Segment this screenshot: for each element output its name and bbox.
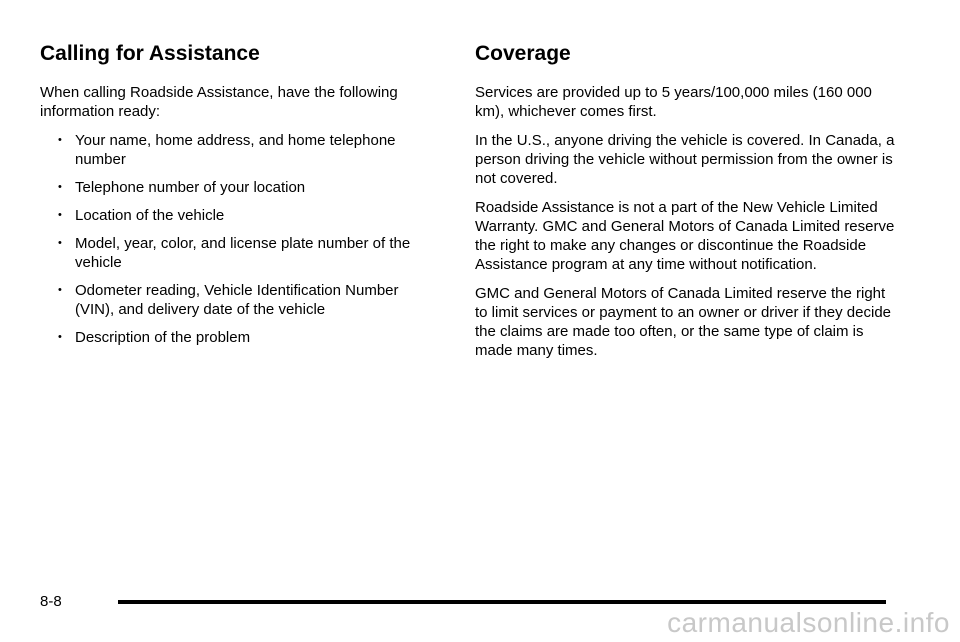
page-number: 8-8 [40, 593, 62, 610]
left-column [40, 42, 440, 356]
coverage-paragraph: GMC and General Motors of Canada Limited reserve the right to limit services or payment to an owner or driver if they decide the claims are made too often, or the same type of claim is made many times. [475, 285, 892, 359]
right-column [475, 42, 895, 370]
bullet-icon: • [58, 181, 62, 193]
list-item-text: Location of the vehicle [75, 207, 225, 224]
list-item-text: Odometer reading, Vehicle Identification Number (VIN), and delivery date of the vehicle [75, 282, 399, 318]
section-heading-coverage: Coverage [475, 42, 571, 65]
bullet-icon: • [58, 134, 62, 146]
section-heading-calling-for-assistance: Calling for Assistance [40, 42, 260, 65]
bullet-icon: • [58, 237, 62, 249]
footer-divider [118, 600, 886, 604]
watermark-text: carmanualsonline.info [667, 607, 950, 638]
list-item [40, 328, 440, 347]
bullet-icon: • [58, 331, 62, 343]
coverage-paragraph: Services are provided up to 5 years/100,000 miles (160 000 km), whichever comes first. [475, 84, 872, 120]
list-item [40, 281, 440, 319]
list-item-text: Description of the problem [75, 329, 251, 346]
list-item [40, 234, 440, 272]
list-item [40, 178, 440, 197]
intro-paragraph: When calling Roadside Assistance, have the following information ready: [40, 84, 398, 120]
coverage-paragraph: In the U.S., anyone driving the vehicle is covered. In Canada, a person driving the vehicle without permission from the owner is not covered. [475, 132, 895, 187]
list-item-text: Your name, home address, and home telephone number [75, 132, 396, 168]
list-item [40, 206, 440, 225]
bullet-icon: • [58, 284, 62, 296]
list-item-text: Model, year, color, and license plate number of the vehicle [75, 235, 411, 271]
information-list [40, 131, 440, 347]
list-item-text: Telephone number of your location [75, 179, 306, 196]
list-item [40, 131, 440, 169]
bullet-icon: • [58, 209, 62, 221]
coverage-paragraph: Roadside Assistance is not a part of the New Vehicle Limited Warranty. GMC and General Motors of Canada Limited reserve the right to make any changes or discontinue the Roadside Assistance program at any time without notification. [475, 199, 895, 273]
